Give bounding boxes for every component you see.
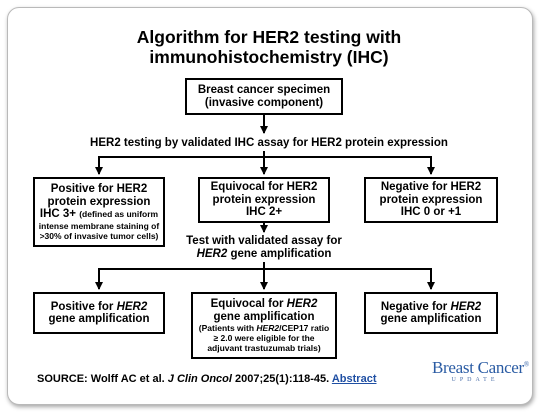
gene-equivocal-prefix: Equivocal for [210,298,287,310]
source-citation-details: 2007;25(1):118-45. [231,373,332,385]
gene-equivocal-line-1 [211,298,318,311]
ihc-positive-line-2: protein expression [47,195,151,208]
gene-step-label [170,235,358,261]
gene-positive-prefix: Positive for [50,300,117,313]
ihc-negative-line-3: IHC 0 or +1 [400,206,462,219]
abstract-link[interactable]: Abstract [331,373,377,385]
ihc-negative-line-2: protein expression [379,193,483,206]
specimen-line-1: Breast cancer specimen [197,84,331,96]
gene-equivocal-line-2: gene amplification [213,310,315,323]
ihc-positive-note-2: intense membrane staining of [38,220,160,231]
gene-equivocal-note-prefix: (Patients with [198,323,257,333]
gene-negative-her2: HER2 [450,300,482,313]
gene-equivocal-note-2: ≥ 2.0 were eligible for the [213,333,315,343]
ihc-positive-score: IHC 3+ [39,208,77,220]
breast-cancer-update-logo [432,358,529,383]
ihc-positive-line-3 [40,208,158,221]
logo-registered-mark: ® [523,360,529,369]
ihc-positive-note-3: >30% of invasive tumor cells) [39,230,159,241]
gene-equivocal-her2: HER2 [286,298,318,310]
gene-positive-line-1 [51,301,148,314]
gene-positive-box [33,292,165,334]
logo-brand [432,358,529,378]
ihc-step-label: HER2 testing by validated IHC assay for HER2 protein expression [90,137,448,149]
logo-brand-text: Breast Cancer [432,358,524,377]
title-line-1: Algorithm for HER2 testing with [136,27,402,47]
gene-step-rest: gene amplification [227,248,332,260]
gene-negative-box [364,292,498,334]
gene-negative-line-2: gene amplification [380,313,482,325]
gene-positive-her2: HER2 [116,300,148,313]
ihc-positive-line-1: Positive for HER2 [50,183,148,195]
logo-subtitle: UPDATE [451,377,499,383]
gene-negative-line-1 [381,301,481,314]
ihc-equivocal-box [198,177,330,223]
source-prefix: SOURCE: Wolff AC et al. [37,373,168,385]
gene-step-line-1: Test with validated assay for [186,235,342,247]
ihc-equivocal-line-2: protein expression [212,193,316,206]
gene-equivocal-note-1 [199,323,329,333]
specimen-box [185,78,343,115]
gene-negative-prefix: Negative for [380,300,451,313]
ihc-equivocal-line-3: IHC 2+ [245,206,283,219]
gene-positive-line-2: gene amplification [48,313,150,325]
ihc-negative-line-1: Negative for HER2 [380,181,482,194]
ihc-positive-note-1: (defined as uniform [79,209,159,219]
title-line-2: immunohistochemistry (IHC) [149,47,389,67]
source-journal: J Clin Oncol [167,373,232,385]
gene-step-her2: HER2 [196,248,228,260]
gene-step-line-2 [170,248,358,261]
ihc-negative-box [364,177,498,223]
ihc-equivocal-line-1: Equivocal for HER2 [210,181,318,194]
specimen-line-2: (invasive component) [204,96,324,109]
gene-equivocal-note-3: adjuvant trastuzumab trials) [207,343,321,353]
gene-equivocal-box [191,292,337,359]
ihc-positive-box [33,177,165,247]
source-citation [37,373,376,385]
gene-equivocal-note-rest: /CEP17 ratio [279,323,330,333]
gene-equivocal-note-her2: HER2 [256,323,280,333]
